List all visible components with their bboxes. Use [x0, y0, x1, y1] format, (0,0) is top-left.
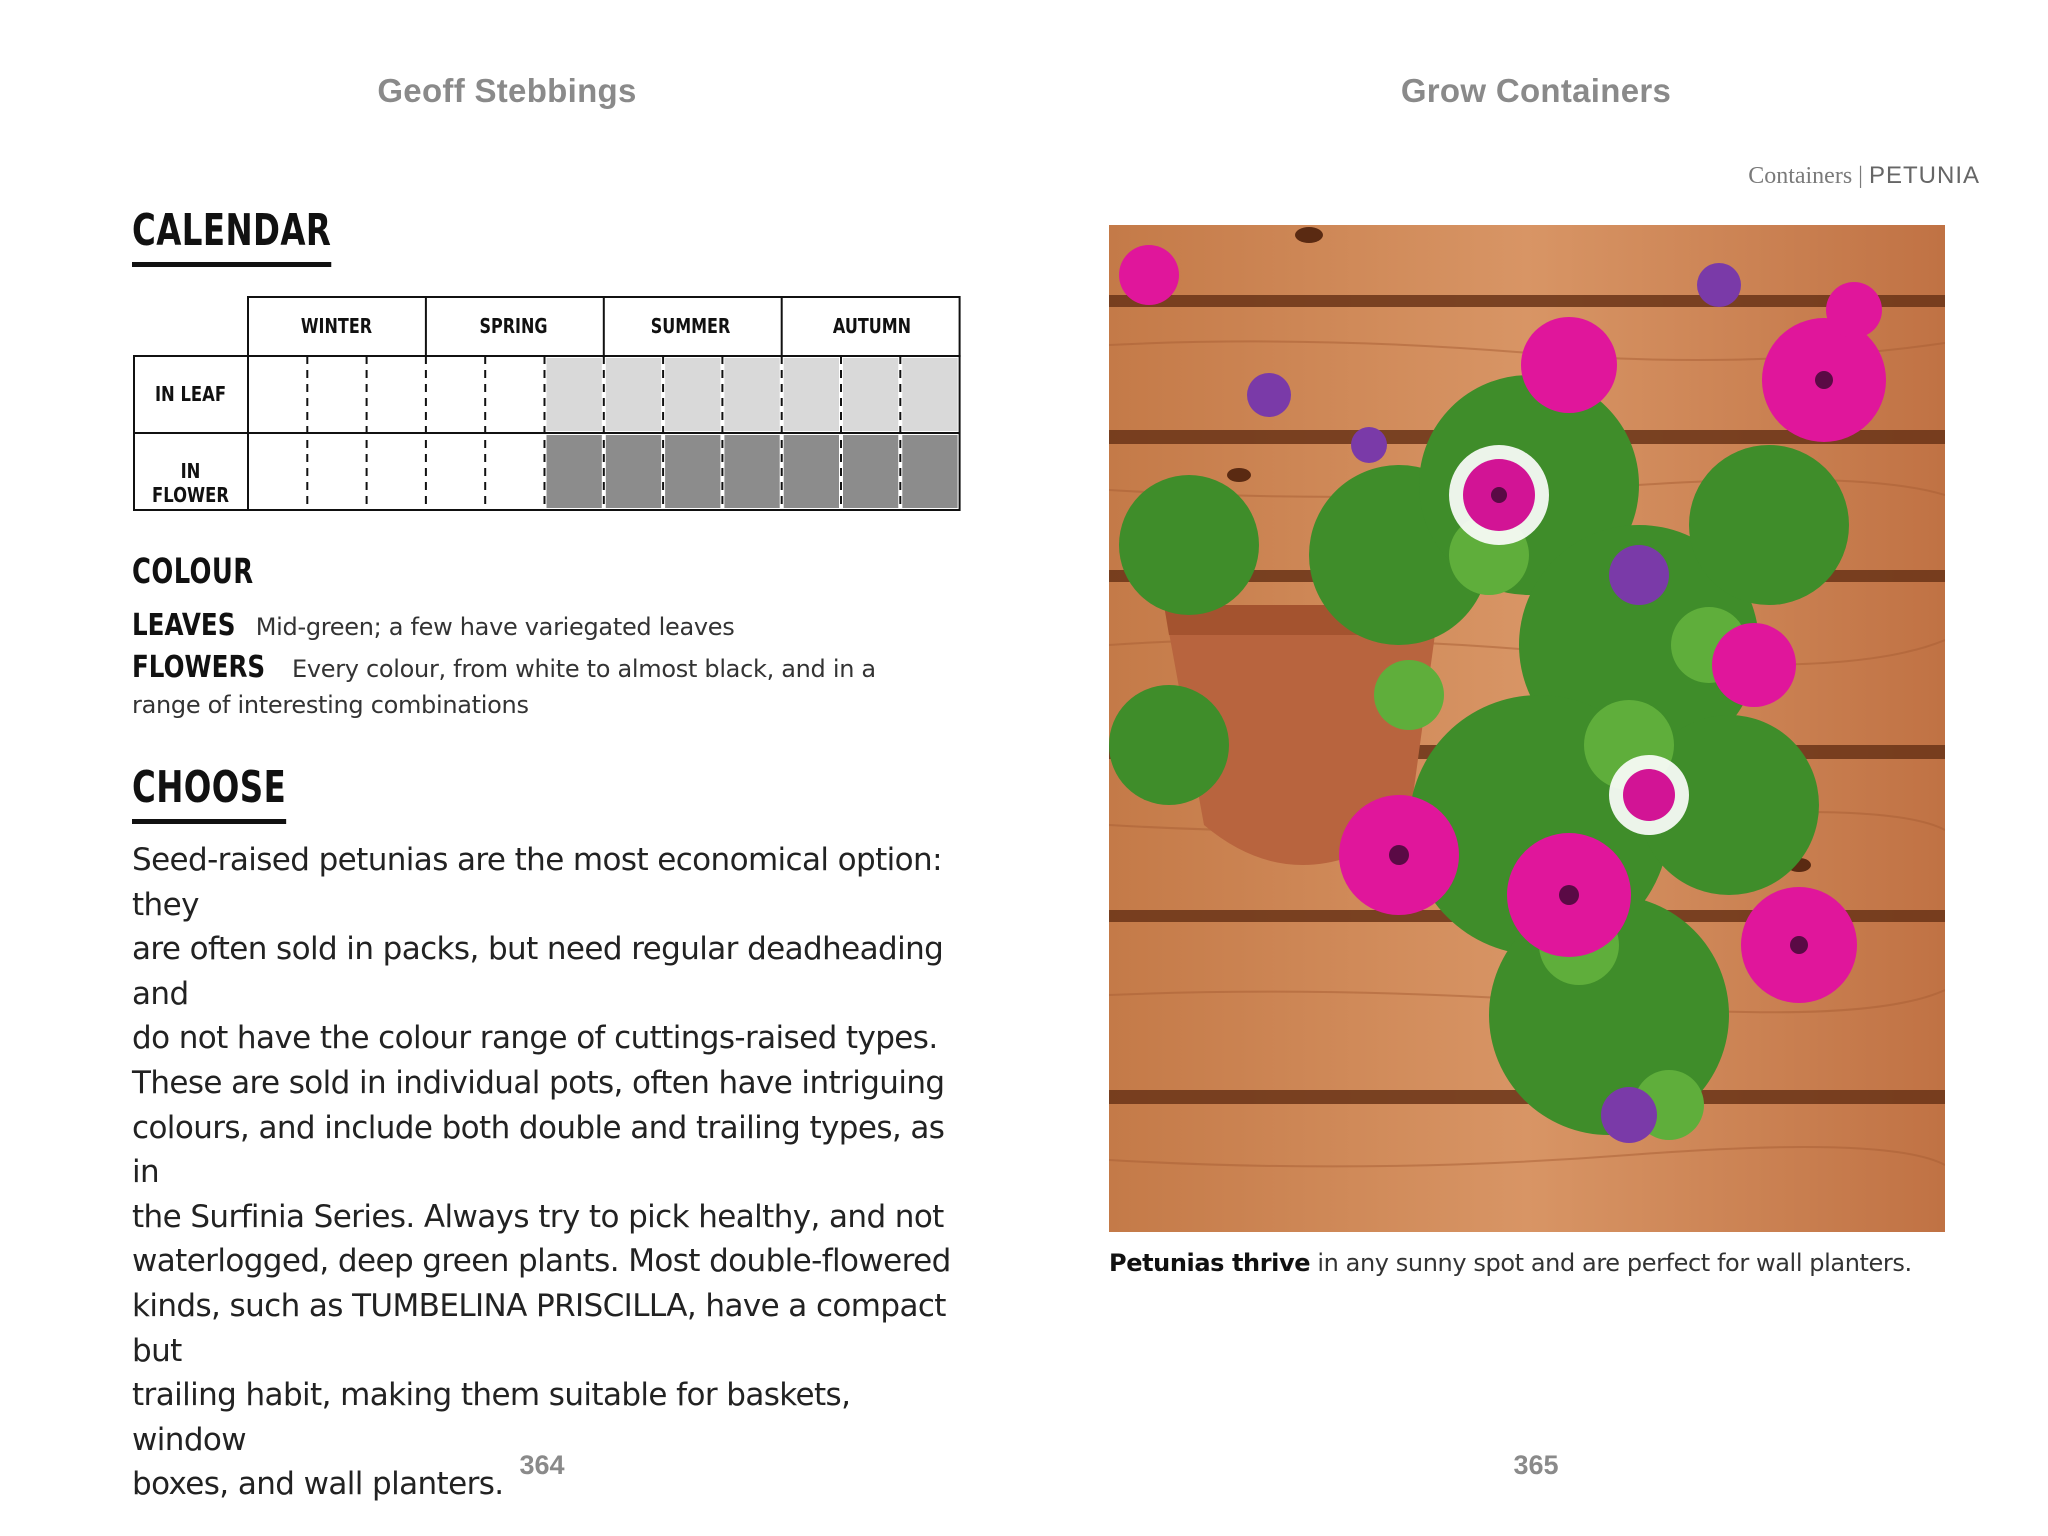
flowers-label: FLOWERS — [132, 650, 266, 685]
choose-heading: CHOOSE — [132, 762, 286, 824]
colour-leaves — [132, 608, 912, 645]
season-winter: WINTER — [300, 314, 373, 338]
in-leaf-month-cell — [606, 358, 661, 431]
petunia-photo — [1109, 225, 1945, 1232]
running-head-author: Geoff Stebbings — [377, 72, 637, 109]
colour-heading: COLOUR — [132, 552, 254, 592]
page-number-left: 364 — [519, 1450, 565, 1480]
in-flower-month-cell — [547, 435, 602, 508]
breadcrumb — [1748, 162, 1980, 190]
in-leaf-month-cell — [784, 358, 839, 431]
colour-flowers — [132, 650, 932, 723]
photo-caption — [1109, 1249, 1969, 1277]
in-flower-month-cell — [724, 435, 779, 508]
season-autumn: AUTUMN — [832, 314, 912, 338]
in-leaf-month-cell — [547, 358, 602, 431]
flowers-text: Every colour, from white to almost black, and in a range of interesting combinations — [132, 655, 876, 719]
row-label-in-flower: IN FLOWER — [152, 459, 229, 507]
in-leaf-month-cell — [902, 358, 957, 431]
leaves-label: LEAVES — [132, 608, 236, 643]
calendar-grid — [133, 296, 965, 511]
in-flower-month-cell — [606, 435, 661, 508]
in-flower-month-cell — [784, 435, 839, 508]
caption-bold: Petunias thrive — [1109, 1249, 1311, 1277]
caption-text: in any sunny spot and are perfect for wall planters. — [1310, 1249, 1912, 1277]
season-summer: SUMMER — [650, 314, 731, 338]
in-leaf-month-cell — [724, 358, 779, 431]
petunia-illustration — [1109, 225, 1945, 1232]
leaves-text: Mid-green; a few have variegated leaves — [255, 613, 735, 641]
in-flower-month-cell — [665, 435, 720, 508]
page-number-right: 365 — [1513, 1450, 1559, 1480]
in-flower-month-cell — [843, 435, 898, 508]
breadcrumb-section: Containers — [1748, 163, 1853, 189]
season-spring: SPRING — [479, 314, 548, 338]
breadcrumb-separator: | — [1858, 163, 1863, 189]
in-flower-month-cell — [902, 435, 957, 508]
in-leaf-month-cell — [843, 358, 898, 431]
in-leaf-month-cell — [665, 358, 720, 431]
choose-body-text: Seed-raised petunias are the most economical option: they are often sold in packs, but need regular deadheading and do not have the colour range of cuttings-raised types. These are sold in individual pots, often have intriguing colours, and include both double and trailing types, as in the Surfinia Series. Always try to pick healthy, and not waterlogged, deep green plants. Most double-flowered kinds, such as TUMBELINA PRISCILLA, have a compact but trailing habit, making them suitable for baskets, window boxes, and wall planters. — [132, 842, 951, 1503]
breadcrumb-current: PETUNIA — [1868, 162, 1980, 189]
row-label-in-leaf: IN LEAF — [154, 382, 227, 406]
calendar-heading: CALENDAR — [132, 205, 331, 267]
running-head-title: Grow Containers — [1400, 72, 1672, 109]
